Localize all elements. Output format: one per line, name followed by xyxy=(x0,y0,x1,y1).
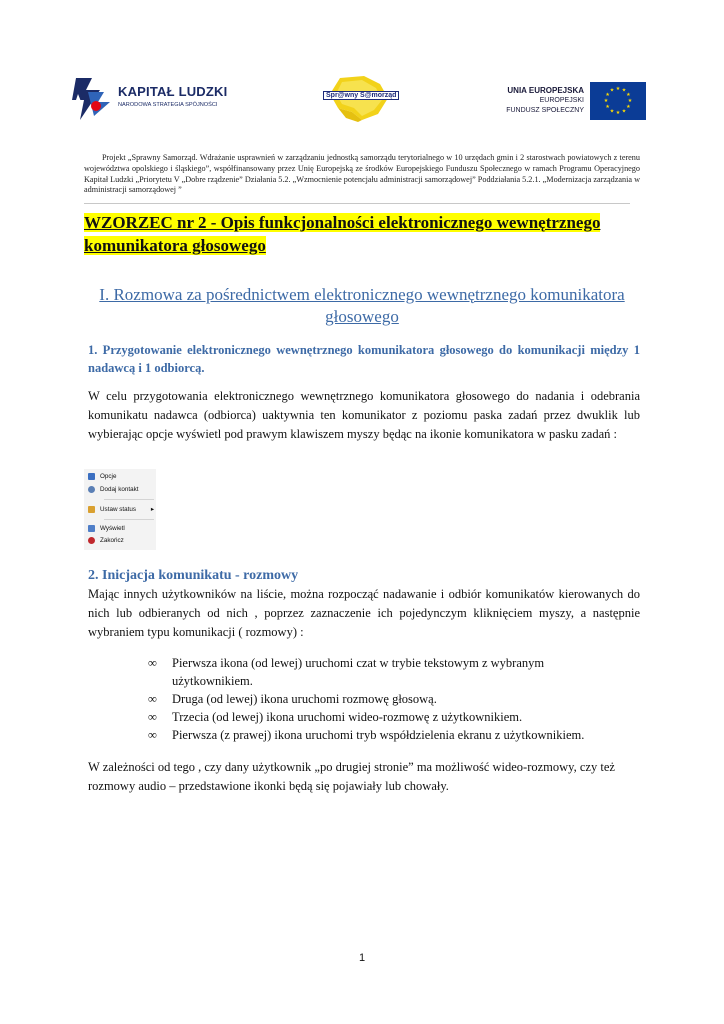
eu-stars-icon xyxy=(590,82,646,120)
svg-text:★: ★ xyxy=(626,92,631,98)
add-contact-icon xyxy=(88,486,95,493)
document-title-prefix: WZORZEC nr 2 - xyxy=(84,213,221,232)
menu-item-dodaj-kontakt[interactable] xyxy=(88,485,139,495)
eu-line-3: FUNDUSZ SPOŁECZNY xyxy=(506,107,584,114)
menu-item-zakoncz[interactable] xyxy=(88,536,124,546)
eu-line-1: UNIA EUROPEJSKA xyxy=(507,86,584,95)
subsection-2-heading: 2. Inicjacja komunikatu - rozmowy xyxy=(88,568,299,583)
svg-text:★: ★ xyxy=(627,98,633,104)
document-title xyxy=(84,211,634,257)
bullet-list xyxy=(148,654,628,744)
menu-item-opcje[interactable] xyxy=(88,472,116,482)
eu-logo-text xyxy=(480,86,584,116)
project-note xyxy=(84,153,640,196)
svg-text:★: ★ xyxy=(621,108,627,115)
options-icon xyxy=(88,473,95,480)
paragraph-3: W zależności od tego , czy dany użytkownik „po drugiej stronie” ma możliwość wideo-rozmowy, czy też rozmowy audio – przedstawione ikonki będą się pojawiały lub chowały. xyxy=(88,760,615,793)
list-item xyxy=(148,708,628,726)
context-menu xyxy=(84,469,156,550)
kapital-ludzki-title: KAPITAŁ LUDZKI xyxy=(118,84,228,99)
kapital-ludzki-emblem-icon xyxy=(70,76,114,122)
page-number: 1 xyxy=(358,952,366,964)
menu-item-label: Zakończ xyxy=(100,537,124,544)
svg-text:★: ★ xyxy=(626,104,631,110)
list-item xyxy=(148,690,628,708)
kapital-ludzki-logo xyxy=(70,76,228,122)
svg-text:★: ★ xyxy=(615,110,621,116)
menu-item-wyswietl[interactable] xyxy=(88,524,125,534)
sprawny-samorzad-label: Spr@wny S@morząd xyxy=(323,91,399,100)
sprawny-samorzad-logo xyxy=(318,74,398,122)
menu-item-label: Ustaw status xyxy=(100,506,137,513)
paragraph-1: W celu przygotowania elektronicznego wewnętrznego komunikatora głosowego do nadania i odebrania komunikatu nadawca (odbiorca) uaktywnia ten komunikator z poziomu paska zadań przez dwuklik lub wybierając opcje wyświetl pod prawym klawiszem myszy będąc na ikonie komunikatora w pasku zadań : xyxy=(88,389,640,441)
menu-item-label: Wyświetl xyxy=(100,525,125,532)
list-item-text: Pierwsza (z prawej) ikona uruchomi tryb współdzielenia ekranu z użytkownikiem. xyxy=(172,728,585,742)
bullet-symbol: ∞ xyxy=(148,692,157,706)
bullet-symbol: ∞ xyxy=(148,728,157,742)
kapital-ludzki-subtitle: NARODOWA STRATEGIA SPÓJNOŚCI xyxy=(118,102,218,108)
bullet-symbol: ∞ xyxy=(148,710,157,724)
menu-item-label: Dodaj kontakt xyxy=(100,486,139,493)
svg-text:★: ★ xyxy=(609,87,615,94)
list-item-text: Pierwsza ikona (od lewej) uruchomi czat w trybie tekstowym z wybranym użytkownikiem. xyxy=(172,656,545,688)
svg-text:★: ★ xyxy=(621,87,627,94)
section-1-heading: I. Rozmowa za pośrednictwem elektronicznego wewnętrznego komunikatora głosowego xyxy=(99,285,625,326)
exit-icon xyxy=(88,537,95,544)
svg-text:★: ★ xyxy=(609,108,615,115)
list-item xyxy=(148,726,628,744)
paragraph-2: Mając innych użytkowników na liście, można rozpocząć nadawanie i odbiór komunikatów kierowanych do nich lub odbieranych od nich , poprzez zaznaczenie ich pojedynczym kliknięciem myszy, a następnie wybraniem typu komunikacji ( rozmowy) : xyxy=(88,587,640,639)
list-item-text: Trzecia (od lewej) ikona uruchomi wideo-rozmowę z użytkownikiem. xyxy=(172,710,523,724)
menu-separator xyxy=(104,499,154,500)
document-title-main: Opis funkcjonalności elektronicznego wewnętrznego komunikatora głosowego xyxy=(84,213,601,255)
project-note-text: Projekt „Sprawny Samorząd. Wdrażanie usprawnień w zarządzaniu jednostką samorządu terytorialnego w 10 urzędach gmin i 2 starostwach powiatowych z terenu województwa opolskiego i śląskiego”, współfinansowany przez Unię Europejską ze środków Europejskiego Funduszu Społecznego w ramach Programu Operacyjnego Kapitał Ludzki „Priorytetu V „Dobre rządzenie” Działania 5.2. „Wzmocnienie potencjału administracji samorządowej” Poddziałania 5.2.1. „Modernizacja zarządzania w administracji samorządowej ” xyxy=(84,153,640,195)
show-icon xyxy=(88,525,95,532)
svg-text:★: ★ xyxy=(605,104,610,110)
list-item-text: Druga (od lewej) ikona uruchomi rozmowę głosową. xyxy=(172,692,437,706)
eu-line-2: EUROPEJSKI xyxy=(539,97,584,104)
eu-flag xyxy=(590,82,646,120)
status-icon xyxy=(88,506,95,513)
bullet-symbol: ∞ xyxy=(148,656,157,670)
header-divider xyxy=(84,203,630,204)
subsection-1-heading: 1. Przygotowanie elektronicznego wewnętrznego komunikatora głosowego do komunikacji między 1 nadawcą i 1 odbiorcą. xyxy=(88,343,640,375)
svg-text:★: ★ xyxy=(615,86,621,92)
svg-text:★: ★ xyxy=(605,92,610,98)
submenu-arrow-icon: ▸ xyxy=(150,506,154,513)
menu-item-ustaw-status[interactable] xyxy=(88,505,154,515)
list-item xyxy=(148,654,628,690)
menu-separator xyxy=(104,519,154,520)
menu-item-label: Opcje xyxy=(100,473,117,480)
svg-text:★: ★ xyxy=(603,98,609,104)
